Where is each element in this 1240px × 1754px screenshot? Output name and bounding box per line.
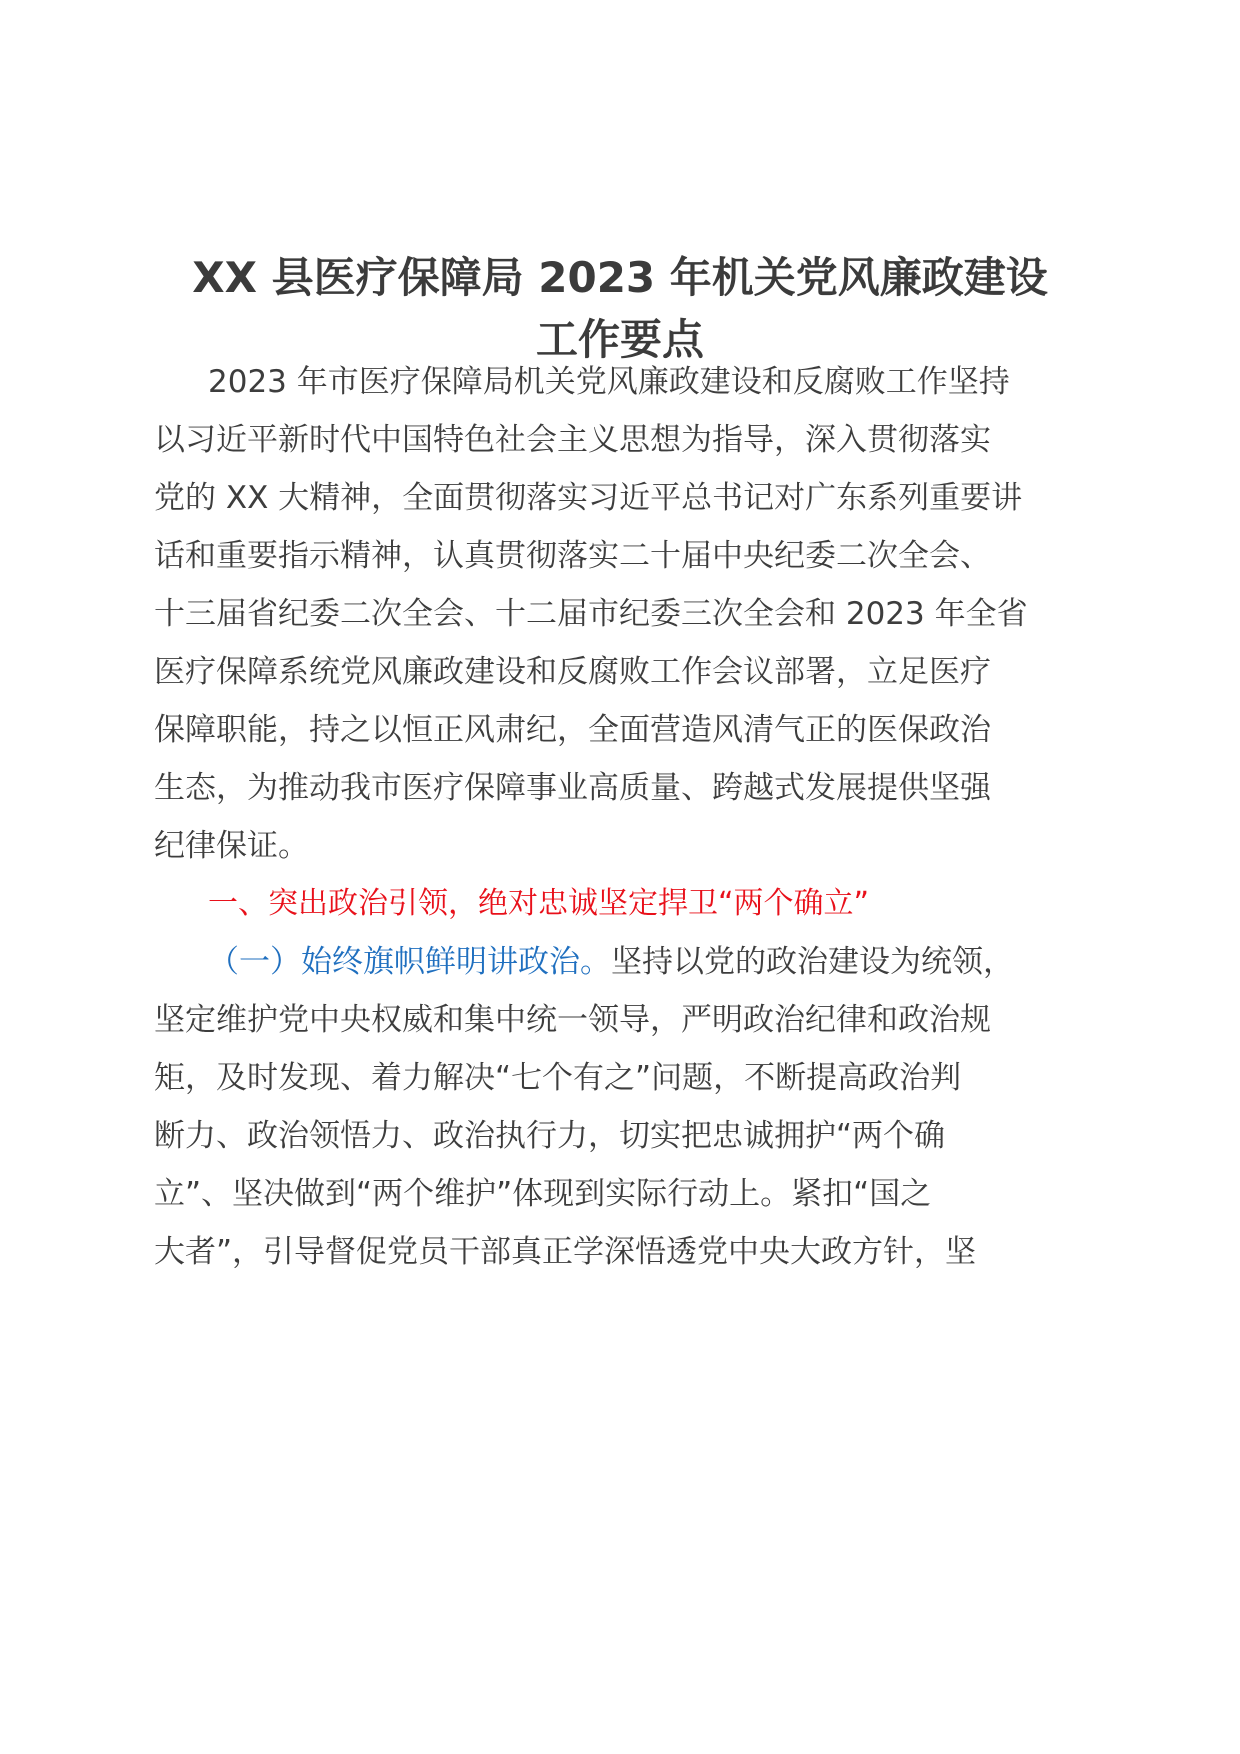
subsection-line: 立”、坚决做到“两个维护”体现到实际行动上。紧扣“国之 — [154, 1176, 932, 1212]
section-heading: 一、突出政治引领，绝对忠诚坚定捍卫“两个确立” — [208, 886, 870, 921]
intro-line: 保障职能，持之以恒正风肃纪，全面营造风清气正的医保政治 — [154, 712, 991, 748]
document-title-line-2: 工作要点 — [535, 315, 704, 364]
intro-line: 医疗保障系统党风廉政建设和反腐败工作会议部署，立足医疗 — [154, 654, 991, 690]
subsection-line: 坚定维护党中央权威和集中统一领导，严明政治纪律和政治规 — [154, 1002, 991, 1038]
intro-line: 党的 XX 大精神，全面贯彻落实习近平总书记对广东系列重要讲 — [154, 480, 1023, 516]
intro-line: 以习近平新时代中国特色社会主义思想为指导，深入贯彻落实 — [154, 422, 991, 458]
intro-line: 十三届省纪委二次全会、十二届市纪委三次全会和 2023 年全省 — [154, 596, 1028, 632]
subsection-line: 断力、政治领悟力、政治执行力，切实把忠诚拥护“两个确 — [154, 1118, 946, 1154]
subsection-line: 大者”，引导督促党员干部真正学深悟透党中央大政方针，坚 — [154, 1234, 977, 1270]
document-title-line-1: XX 县医疗保障局 2023 年机关党风廉政建设 — [192, 253, 1048, 302]
intro-line: 2023 年市医疗保障局机关党风廉政建设和反腐败工作坚持 — [208, 364, 1010, 400]
subsection-line: 矩，及时发现、着力解决“七个有之”问题，不断提高政治判 — [154, 1060, 962, 1096]
subsection-text: 坚持以党的政治建设为统领， — [611, 944, 1014, 980]
subsection-label: （一）始终旗帜鲜明讲政治。 — [208, 944, 611, 980]
intro-line: 话和重要指示精神，认真贯彻落实二十届中央纪委二次全会、 — [154, 538, 991, 574]
subsection-first-line — [208, 942, 1014, 982]
intro-line: 生态，为推动我市医疗保障事业高质量、跨越式发展提供坚强 — [154, 770, 991, 806]
intro-line: 纪律保证。 — [154, 828, 309, 864]
